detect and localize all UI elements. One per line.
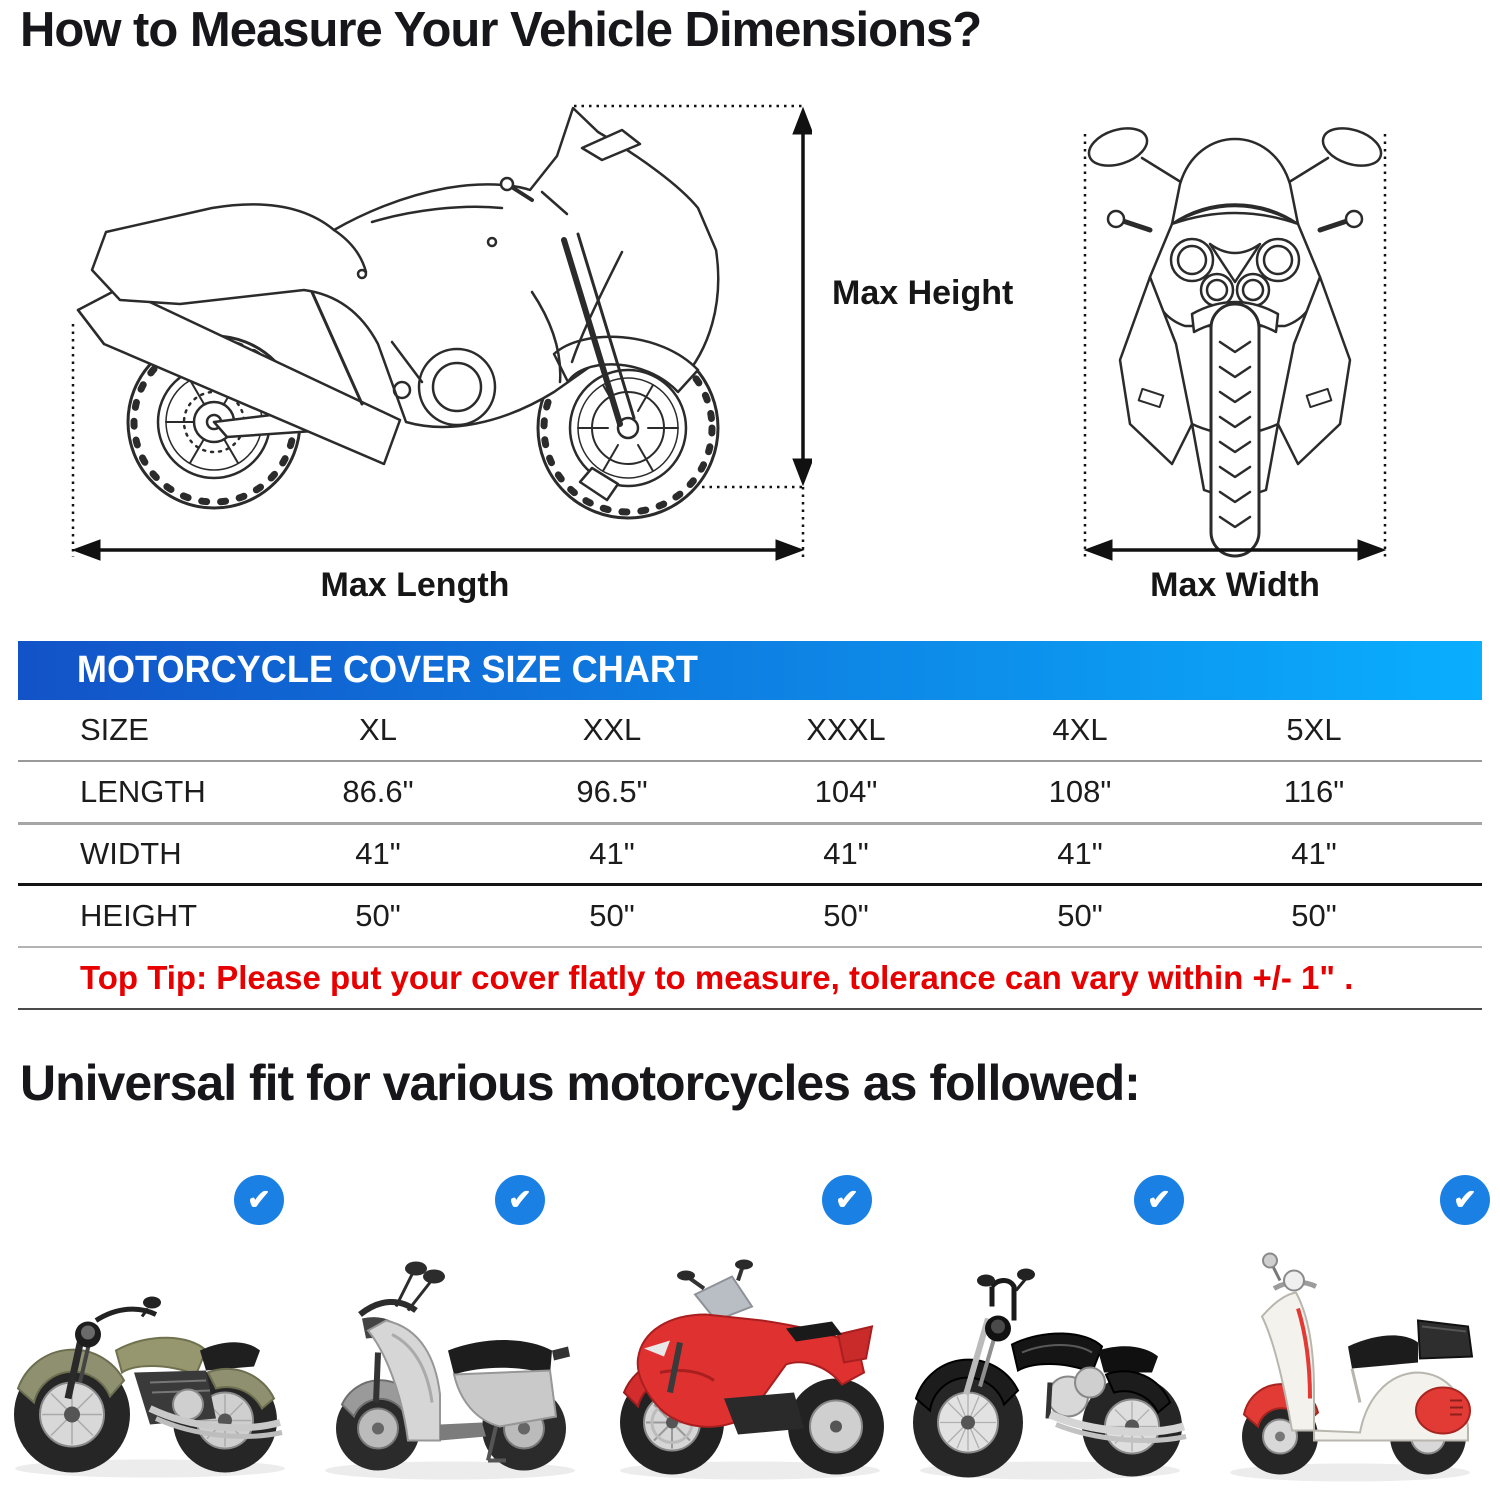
- red-sport-bike-photo: [600, 1220, 900, 1485]
- height-row: [18, 886, 1482, 948]
- section-title-universal-fit: Universal fit for various motorcycles as followed:: [20, 1055, 1140, 1111]
- max-height-label: Max Height: [832, 274, 1014, 312]
- table-cell: 116": [1283, 774, 1345, 809]
- size-chart-table: [18, 641, 1482, 1010]
- check-glyph: ✔: [1147, 1184, 1171, 1215]
- black-cruiser-motorcycle-photo: [900, 1220, 1200, 1485]
- row-label: HEIGHT: [80, 898, 198, 933]
- table-cell: 86.6": [342, 774, 414, 809]
- table-cell: 50": [1057, 898, 1103, 933]
- olive-cruiser-motorcycle-photo: [0, 1220, 300, 1485]
- page-title: How to Measure Your Vehicle Dimensions?: [20, 3, 982, 57]
- motorcycle-side-view-drawing: [62, 92, 812, 562]
- table-cell: 41": [589, 836, 635, 871]
- column-header: SIZE: [80, 712, 149, 747]
- check-glyph: ✔: [247, 1184, 271, 1215]
- table-cell: 96.5": [576, 774, 648, 809]
- table-cell: 108": [1048, 774, 1112, 809]
- check-icon: [234, 1175, 284, 1225]
- column-header: 4XL: [1052, 712, 1108, 747]
- check-glyph: ✔: [1453, 1184, 1477, 1215]
- check-glyph: ✔: [835, 1184, 859, 1215]
- tip-text: Top Tip: Please put your cover flatly to measure, tolerance can vary within +/- 1" .: [80, 959, 1354, 996]
- table-cell: 41": [823, 836, 869, 871]
- width-row: [18, 825, 1482, 886]
- motorcycle-front-view-drawing: [1080, 92, 1390, 562]
- size-chart-title-bar: [18, 641, 1482, 700]
- silver-scooter-photo: [300, 1220, 600, 1485]
- check-icon: [1440, 1175, 1490, 1225]
- row-label: LENGTH: [80, 774, 206, 809]
- column-header: XXL: [582, 712, 642, 747]
- tip-row: [18, 948, 1482, 1010]
- table-cell: 104": [814, 774, 878, 809]
- table-cell: 41": [1291, 836, 1337, 871]
- table-cell: 41": [1057, 836, 1103, 871]
- table-cell: 41": [355, 836, 401, 871]
- row-label: WIDTH: [80, 836, 182, 871]
- table-cell: 50": [823, 898, 869, 933]
- size-chart-title: MOTORCYCLE COVER SIZE CHART: [76, 649, 698, 691]
- check-glyph: ✔: [508, 1184, 532, 1215]
- max-height-arrow: [793, 108, 812, 485]
- column-header: 5XL: [1286, 712, 1342, 747]
- check-icon: [1134, 1175, 1184, 1225]
- check-icon: [495, 1175, 545, 1225]
- max-width-label: Max Width: [1150, 566, 1320, 604]
- red-white-vespa-scooter-photo: [1200, 1220, 1500, 1485]
- size-chart-columns-row: [18, 700, 1482, 762]
- table-cell: 50": [355, 898, 401, 933]
- table-cell: 50": [589, 898, 635, 933]
- measurement-diagram: [0, 92, 1500, 622]
- table-cell: 50": [1291, 898, 1337, 933]
- vehicle-gallery: [0, 1160, 1500, 1488]
- max-length-arrow: [73, 540, 803, 560]
- max-length-label: Max Length: [320, 566, 510, 604]
- check-icon: [822, 1175, 872, 1225]
- column-header: XL: [359, 712, 397, 747]
- column-header: XXXL: [806, 712, 886, 747]
- length-row: [18, 762, 1482, 825]
